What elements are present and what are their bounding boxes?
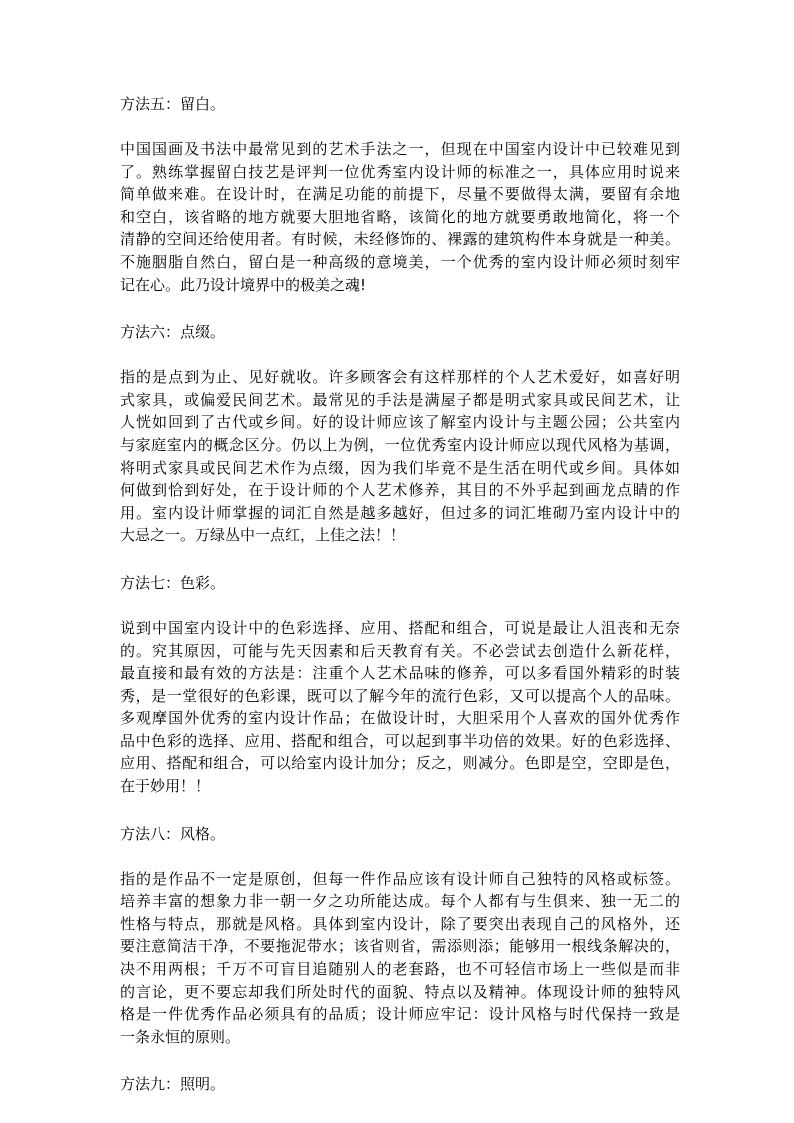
- text-line: 说到中国室内设计中的色彩选择、应用、搭配和组合，可说是最让人沮丧和无奈: [120, 618, 680, 637]
- text-line: 应用、搭配和组合，可以给室内设计加分；反之，则减分。色即是空，空即是色，: [120, 754, 680, 773]
- text-line: 和空白，该省略的地方就要大胆地省略，该简化的地方就要勇敢地简化，将一个: [120, 207, 680, 226]
- text-line: 的言论，更不要忘却我们所处时代的面貌、特点以及精神。体现设计师的独特风: [120, 982, 680, 1001]
- text-line: 决不用两根；千万不可盲目追随别人的老套路，也不可轻信市场上一些似是而非: [120, 960, 680, 979]
- section-body-method-6: [120, 366, 680, 547]
- section-heading-method-8: 方法八：风格。: [120, 824, 226, 843]
- text-line: 格是一件优秀作品必须具有的品质；设计师应牢记：设计风格与时代保持一致是: [120, 1005, 680, 1024]
- text-line: 用。室内设计师掌握的词汇自然是越多越好，但过多的词汇堆砌乃室内设计中的: [120, 503, 680, 522]
- text-line: 中国国画及书法中最常见到的艺术手法之一，但现在中国室内设计中已较难见到: [120, 140, 680, 158]
- section-body-method-8: [120, 868, 680, 1049]
- text-line: 式家具，或偏爱民间艺术。最常见的手法是满屋子都是明式家具或民间艺术，让: [120, 390, 680, 409]
- text-line: 将明式家具或民间艺术作为点缀，因为我们毕竟不是生活在明代或乡间。具体如: [120, 458, 680, 477]
- text-line: 了。熟练掌握留白技艺是评判一位优秀室内设计师的标准之一，具体应用时说来: [120, 162, 680, 181]
- text-line: 记在心。此乃设计境界中的极美之魂!: [120, 275, 367, 294]
- text-line: 与家庭室内的概念区分。仍以上为例，一位优秀室内设计师应以现代风格为基调，: [120, 435, 680, 454]
- text-line: 性格与特点，那就是风格。具体到室内设计，除了要突出表现自己的风格外，还: [120, 914, 680, 933]
- text-line: 指的是作品不一定是原创，但每一件作品应该有设计师自己独特的风格或标签。: [120, 869, 680, 888]
- text-line: 品中色彩的选择、应用、搭配和组合，可以起到事半功倍的效果。好的色彩选择、: [120, 731, 680, 750]
- section-heading-method-7: 方法七：色彩。: [120, 573, 226, 592]
- section-heading-method-5: 方法五：留白。: [120, 95, 226, 113]
- text-line: 秀，是一堂很好的色彩课，既可以了解今年的流行色彩，又可以提高个人的品味。: [120, 686, 680, 705]
- text-line: 人恍如回到了古代或乡间。好的设计师应该了解室内设计与主题公园；公共室内: [120, 413, 680, 432]
- document-page: [120, 92, 680, 1118]
- section-body-method-5: [120, 138, 680, 296]
- text-line: 指的是点到为止、见好就收。许多顾客会有这样那样的个人艺术爱好，如喜好明: [120, 368, 680, 387]
- section-body-method-7: [120, 617, 680, 798]
- text-line: 简单做来难。在设计时，在满足功能的前提下，尽量不要做得太满，要留有余地: [120, 185, 680, 204]
- section-heading-method-9: 方法九：照明。: [120, 1075, 226, 1094]
- text-line: 清静的空间还给使用者。有时候，未经修饰的、裸露的建筑构件本身就是一种美。: [120, 230, 680, 249]
- text-line: 最直接和最有效的方法是：注重个人艺术品味的修养，可以多看国外精彩的时装: [120, 664, 680, 683]
- section-heading-method-6: 方法六：点缀。: [120, 323, 226, 342]
- text-line: 一条永恒的原则。: [120, 1027, 241, 1046]
- text-line: 不施胭脂自然白，留白是一种高级的意境美，一个优秀的室内设计师必须时刻牢: [120, 252, 680, 271]
- text-line: 培养丰富的想象力非一朝一夕之功所能达成。每个人都有与生俱来、独一无二的: [120, 892, 680, 911]
- text-line: 要注意简洁干净，不要拖泥带水；该省则省，需添则添；能够用一根线条解决的，: [120, 937, 680, 956]
- text-line: 在于妙用！！: [120, 777, 211, 796]
- text-line: 大忌之一。万绿丛中一点红，上佳之法！！: [120, 526, 406, 545]
- text-line: 何做到恰到好处，在于设计师的个人艺术修养，其目的不外乎起到画龙点睛的作: [120, 481, 680, 500]
- text-line: 的。究其原因，可能与先天因素和后天教育有关。不必尝试去创造什么新花样，: [120, 641, 680, 660]
- text-line: 多观摩国外优秀的室内设计作品；在做设计时，大胆采用个人喜欢的国外优秀作: [120, 709, 680, 728]
